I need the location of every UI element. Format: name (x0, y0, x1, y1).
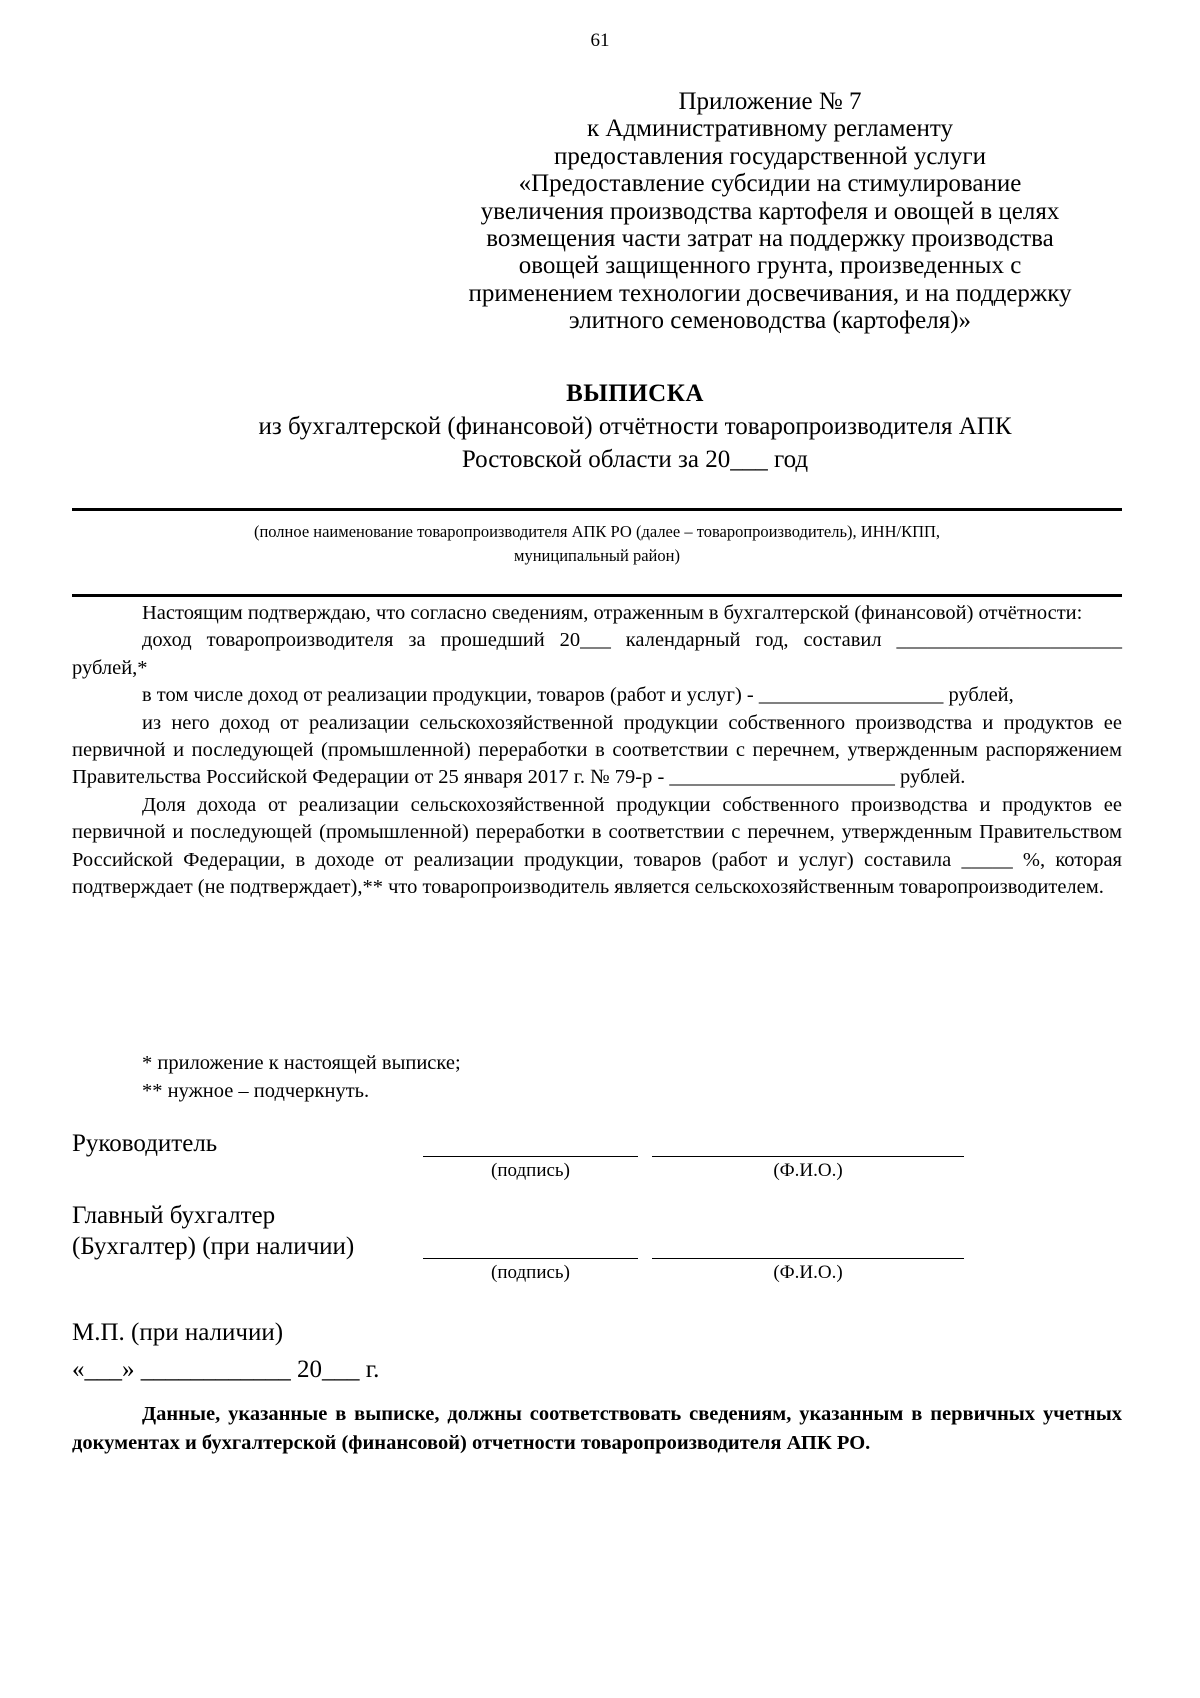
document-title-block (0, 377, 1200, 476)
head-name-line (652, 1156, 964, 1157)
appendix-line: применением технологии досвечивания, и на поддержку (468, 279, 1072, 307)
appendix-line: овощей защищенного грунта, произведенных с (518, 252, 1022, 280)
compliance-note-text: Данные, указанные в выписке, должны соответствовать сведениям, указанным в первичных учетных документах и бухгалтерской (финансовой) отчетности товаропроизводителя АПК РО. (72, 1403, 1122, 1454)
appendix-line: Приложение № 7 (678, 88, 862, 115)
footnotes (142, 1049, 461, 1105)
head-signature-label: Руководитель (72, 1130, 218, 1157)
accountant-label-line-1: Главный бухгалтер (72, 1202, 276, 1229)
statement-sales-income: в том числе доход от реализации продукции, товаров (работ и услуг) - __________________ рублей, (142, 684, 1014, 707)
document-subtitle-line-1: из бухгалтерской (финансовой) отчётности товаропроизводителя АПК (258, 413, 1012, 440)
document-title: ВЫПИСКА (566, 380, 704, 407)
document-subtitle-line-2: Ростовской области за 20___ год (461, 446, 809, 473)
appendix-line: предоставления государственной услуги (553, 142, 987, 170)
appendix-line: «Предоставление субсидии на стимулирование (518, 170, 1022, 198)
statement-intro: Настоящим подтверждаю, что согласно сведениям, отраженным в бухгалтерской (финансовой) отчётности: (142, 602, 1083, 624)
statement-total-income: доход товаропроизводителя за прошедший 20___ календарный год, составил ______________________ рублей,* (72, 629, 1122, 679)
accountant-name-line (652, 1258, 964, 1259)
footnote-1: * приложение к настоящей выписке; (142, 1052, 461, 1074)
footnote-2: ** нужное – подчеркнуть. (142, 1080, 370, 1102)
organization-caption-line-2: муниципальный район) (514, 546, 680, 565)
head-signature-caption: (подпись) (491, 1160, 570, 1181)
accountant-label-line-2: (Бухгалтер) (при наличии) (72, 1233, 355, 1260)
stamp-label: М.П. (при наличии) (72, 1319, 284, 1346)
organization-caption-divider (72, 594, 1122, 597)
accountant-signature-label (72, 1200, 354, 1262)
accountant-signature-caption: (подпись) (491, 1262, 570, 1283)
accountant-signature-line (423, 1258, 638, 1259)
appendix-line: элитного семеноводства (картофеля)» (568, 307, 972, 335)
appendix-header (420, 88, 1120, 335)
appendix-line: увеличения производства картофеля и овощей в целях (480, 197, 1060, 225)
statement-body (72, 600, 1122, 901)
stamp-and-date (72, 1314, 379, 1388)
organization-name-line (72, 508, 1122, 511)
head-signature-line (423, 1156, 638, 1157)
compliance-note (72, 1400, 1122, 1458)
statement-agri-share: Доля дохода от реализации сельскохозяйственной продукции собственного производства и продуктов ее первичной и последующей (промышленной) переработки в соответствии с перечнем, утвержденным Правительством Российской Федерации, в доходе от реализации продукции, товаров (работ и услуг) составила _____ %, которая подтверждает (не подтверждает),** что товаропроизводитель является сельскохозяйственным товаропроизводителем. (72, 793, 1122, 899)
statement-agri-income: из него доход от реализации сельскохозяйственной продукции собственного производства и продуктов ее первичной и последующей (промышленной) переработки в соответствии с перечнем, утвержденным распоряжением Правительства Российской Федерации от 25 января 2017 г. № 79-р - ______________________ рублей. (72, 711, 1122, 789)
page-number: 61 (590, 30, 610, 51)
date-line: «___» ____________ 20___ г. (72, 1356, 380, 1383)
head-name-caption: (Ф.И.О.) (773, 1160, 843, 1181)
appendix-line: возмещения части затрат на поддержку производства (486, 225, 1054, 253)
organization-caption-line-1: (полное наименование товаропроизводителя АПК РО (далее – товаропроизводитель), ИНН/КПП, (253, 522, 941, 541)
accountant-name-caption: (Ф.И.О.) (773, 1262, 843, 1283)
organization-caption (72, 520, 1122, 568)
appendix-line: к Административному регламенту (586, 115, 954, 143)
